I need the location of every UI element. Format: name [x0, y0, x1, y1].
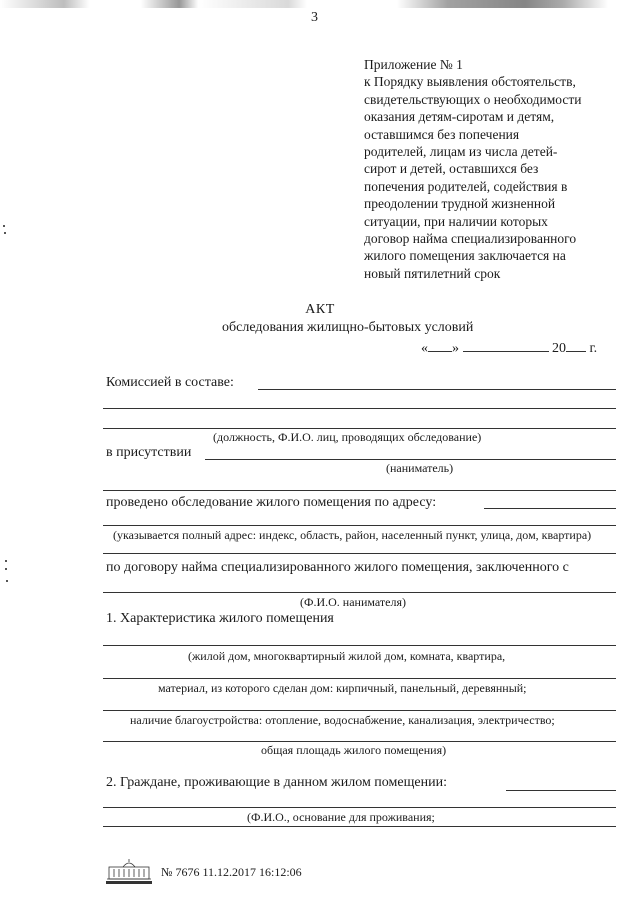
address-label: проведено обследование жилого помещения по адресу: [106, 495, 437, 510]
appendix-line: договор найма специализированного [364, 231, 577, 247]
appendix-line: сирот и детей, оставшихся без [364, 161, 539, 177]
appendix-line: попечения родителей, содействия в [364, 178, 568, 194]
section1-field-2[interactable] [103, 678, 616, 679]
appendix-line: преодолении трудной жизненной [364, 196, 556, 212]
address-caption: (указывается полный адрес: индекс, область, район, населенный пункт, улица, дом, квартира) [113, 528, 592, 542]
date-line [421, 341, 597, 357]
section1-title: 1. Характеристика жилого помещения [106, 611, 334, 626]
appendix-line: жилого помещения заключается на [364, 248, 566, 264]
presence-field[interactable] [205, 459, 616, 460]
appendix-block [364, 56, 636, 282]
date-close-quote: » [452, 341, 459, 356]
presence-label: в присутствии [106, 445, 192, 460]
section2-field-3[interactable] [103, 826, 616, 827]
year-blank[interactable] [566, 351, 586, 352]
appendix-title: Приложение № 1 [364, 57, 463, 72]
appendix-line: новый пятилетний срок [364, 265, 501, 281]
section1-caption-2: материал, из которого сделан дом: кирпичный, панельный, деревянный; [158, 681, 527, 695]
contract-label: по договору найма специализированного жилого помещения, заключенного с [106, 560, 569, 575]
appendix-line: оказания детям-сиротам и детям, [364, 109, 555, 125]
appendix-line: родителей, лицам из числа детей- [364, 144, 558, 160]
tenant-caption: (наниматель) [386, 461, 454, 475]
section1-caption-4: общая площадь жилого помещения) [261, 743, 447, 757]
commission-field-2[interactable] [103, 408, 616, 409]
appendix-line: оставшимся без попечения [364, 126, 520, 142]
section1-field-4[interactable] [103, 741, 616, 742]
commission-label: Комиссией в составе: [106, 375, 234, 390]
commission-caption: (должность, Ф.И.О. лиц, проводящих обследование) [213, 430, 482, 444]
appendix-line: свидетельствующих о необходимости [364, 91, 582, 107]
scan-noise [0, 0, 640, 8]
section2-caption: (Ф.И.О., основание для проживания; [247, 810, 435, 824]
date-open-quote: « [421, 341, 428, 356]
year-suffix: г. [589, 341, 598, 356]
appendix-line: к Порядку выявления обстоятельств, [364, 74, 576, 90]
section2-field[interactable] [506, 790, 616, 791]
section1-field-1[interactable] [103, 645, 616, 646]
section1-caption-3: наличие благоустройства: отопление, водоснабжение, канализация, электричество; [130, 713, 555, 727]
scan-speck [3, 225, 5, 227]
scan-speck [5, 568, 7, 570]
section1-field-3[interactable] [103, 710, 616, 711]
tenant-name-field[interactable] [103, 592, 616, 593]
month-blank[interactable] [463, 351, 549, 352]
section1-caption-1: (жилой дом, многоквартирный жилой дом, комната, квартира, [188, 649, 506, 663]
address-field-2[interactable] [103, 525, 616, 526]
section2-field-2[interactable] [103, 807, 616, 808]
doc-registration: № 7676 11.12.2017 16:12:06 [161, 865, 302, 879]
page-number: 3 [311, 10, 318, 25]
scan-speck [5, 560, 7, 562]
act-title: АКТ [305, 302, 335, 317]
building-stamp-icon [103, 858, 155, 886]
appendix-line: ситуации, при наличии которых [364, 213, 548, 229]
act-subtitle: обследования жилищно-бытовых условий [222, 320, 474, 335]
section2-title: 2. Граждане, проживающие в данном жилом помещении: [106, 775, 447, 790]
address-field-3[interactable] [103, 553, 616, 554]
year-prefix: 20 [552, 341, 566, 356]
scan-speck [4, 232, 6, 234]
commission-field[interactable] [258, 389, 616, 390]
tenant-field-2[interactable] [103, 490, 616, 491]
scan-speck [6, 580, 8, 582]
commission-field-3[interactable] [103, 428, 616, 429]
address-field[interactable] [484, 508, 616, 509]
day-blank[interactable] [428, 351, 452, 352]
tenant-name-caption: (Ф.И.О. нанимателя) [300, 595, 407, 609]
